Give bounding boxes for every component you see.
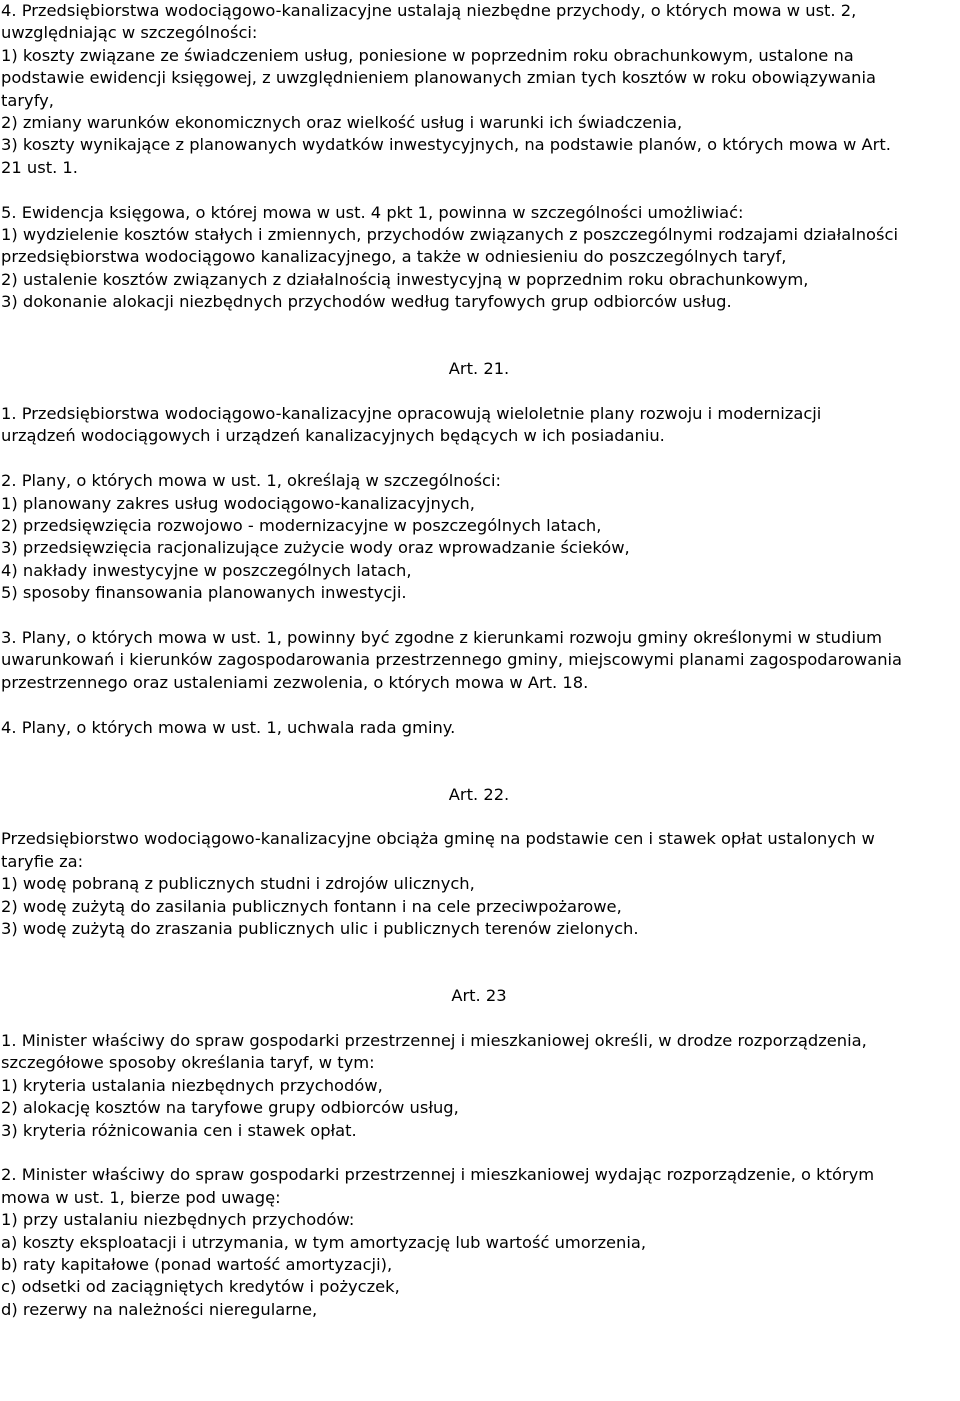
text-line: 1) koszty związane ze świadczeniem usług, poniesione w poprzednim roku obrachunkowym, ustalone na — [1, 45, 854, 65]
text-line: 5. Ewidencja księgowa, o której mowa w ust. 4 pkt 1, powinna w szczególności umożliwiać: — [1, 202, 744, 222]
text-line: 4. Plany, o których mowa w ust. 1, uchwala rada gminy. — [1, 717, 456, 737]
text-line: uwarunkowań i kierunków zagospodarowania przestrzennego gminy, miejscowymi planami zagospodarowania — [1, 650, 903, 670]
text-line: 1) kryteria ustalania niezbędnych przychodów, — [1, 1075, 383, 1095]
text-line: 2) przedsięwzięcia rozwojowo - modernizacyjne w poszczególnych latach, — [1, 516, 602, 535]
text-line: podstawie ewidencji księgowej, z uwzględnieniem planowanych zmian tych kosztów w roku obowiązywania — [1, 68, 876, 88]
text-line: 21 ust. 1. — [1, 157, 78, 177]
text-line: 2. Plany, o których mowa w ust. 1, określają w szczególności: — [1, 471, 502, 491]
art21-paragraph-3 — [0, 627, 958, 694]
text-line: c) odsetki od zaciągniętych kredytów i pożyczek, — [1, 1277, 400, 1297]
text-line: szczegółowe sposoby określania taryf, w tym: — [1, 1053, 375, 1073]
art21-paragraph-2 — [0, 470, 958, 604]
art20-paragraph-4 — [0, 0, 958, 179]
text-line: przestrzennego oraz ustaleniami zezwolenia, o których mowa w Art. 18. — [1, 672, 589, 692]
art21-paragraph-4 — [0, 717, 958, 739]
text-line: 1. Przedsiębiorstwa wodociągowo-kanalizacyjne opracowują wieloletnie plany rozwoju i modernizacji — [1, 404, 822, 424]
text-line: 3. Plany, o których mowa w ust. 1, powinny być zgodne z kierunkami rozwoju gminy określonymi w studium — [1, 627, 883, 647]
text-line: taryfy, — [1, 90, 54, 110]
text-line: 1. Minister właściwy do spraw gospodarki przestrzennej i mieszkaniowej określi, w drodze rozporządzenia, — [1, 1031, 867, 1051]
text-line: 3) kryteria różnicowania cen i stawek opłat. — [1, 1120, 357, 1140]
text-line: 2. Minister właściwy do spraw gospodarki przestrzennej i mieszkaniowej wydając rozporządzenie, o którym — [1, 1165, 875, 1185]
text-line: 3) dokonanie alokacji niezbędnych przychodów według taryfowych grup odbiorców usług. — [1, 292, 732, 312]
text-line: 5) sposoby finansowania planowanych inwestycji. — [1, 583, 407, 603]
article-heading-23: Art. 23 — [451, 986, 507, 1006]
art22-body — [0, 828, 958, 940]
text-line: b) raty kapitałowe (ponad wartość amortyzacji), — [1, 1254, 393, 1274]
text-line: 3) przedsięwzięcia racjonalizujące zużycie wody oraz wprowadzanie ścieków, — [1, 538, 630, 558]
article-heading-22: Art. 22. — [448, 784, 510, 804]
text-line: 2) wodę zużytą do zasilania publicznych fontann i na cele przeciwpożarowe, — [1, 896, 622, 916]
text-line: 3) wodę zużytą do zraszania publicznych ulic i publicznych terenów zielonych. — [1, 919, 639, 939]
text-line: mowa w ust. 1, bierze pod uwagę: — [1, 1187, 281, 1207]
text-line: 4) nakłady inwestycyjne w poszczególnych latach, — [1, 560, 412, 580]
text-line: 1) przy ustalaniu niezbędnych przychodów: — [1, 1210, 355, 1230]
art23-paragraph-1 — [0, 1030, 958, 1142]
text-line: 1) wodę pobraną z publicznych studni i zdrojów ulicznych, — [1, 874, 475, 894]
text-line: 2) alokację kosztów na taryfowe grupy odbiorców usług, — [1, 1098, 459, 1118]
text-line: 1) wydzielenie kosztów stałych i zmiennych, przychodów związanych z poszczególnymi rodzajami działalności — [1, 224, 898, 244]
text-line: 2) zmiany warunków ekonomicznych oraz wielkość usług i warunki ich świadczenia, — [1, 112, 683, 132]
text-line: taryfie za: — [1, 851, 84, 871]
text-line: 2) ustalenie kosztów związanych z działalnością inwestycyjną w poprzednim roku obrachunkowym, — [1, 269, 809, 289]
text-line: 4. Przedsiębiorstwa wodociągowo-kanalizacyjne ustalają niezbędne przychody, o których mowa w ust. 2, — [1, 1, 857, 20]
art23-paragraph-2 — [0, 1164, 958, 1321]
text-line: a) koszty eksploatacji i utrzymania, w tym amortyzację lub wartość umorzenia, — [1, 1232, 647, 1252]
art21-paragraph-1 — [0, 403, 958, 448]
text-line: przedsiębiorstwa wodociągowo kanalizacyjnego, a także w odniesieniu do poszczególnych taryf, — [1, 247, 787, 267]
text-line: urządzeń wodociągowych i urządzeń kanalizacyjnych będących w ich posiadaniu. — [1, 426, 665, 446]
article-heading-21: Art. 21. — [448, 359, 510, 379]
text-line: uwzględniając w szczególności: — [1, 23, 258, 43]
text-line: d) rezerwy na należności nieregularne, — [1, 1299, 318, 1319]
text-line: Przedsiębiorstwo wodociągowo-kanalizacyjne obciąża gminę na podstawie cen i stawek opłat ustalonych w — [1, 829, 875, 849]
text-line: 1) planowany zakres usług wodociągowo-kanalizacyjnych, — [1, 493, 475, 513]
art20-paragraph-5 — [0, 202, 958, 314]
text-line: 3) koszty wynikające z planowanych wydatków inwestycyjnych, na podstawie planów, o których mowa w Art. — [1, 135, 891, 155]
